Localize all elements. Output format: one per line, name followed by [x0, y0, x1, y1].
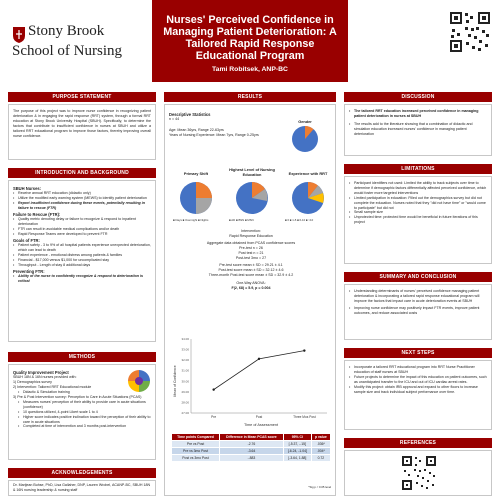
poster-author: Tami Robitsek, ANP-BC	[212, 66, 288, 73]
anova-title: One-Way ANOVA:	[236, 281, 266, 286]
education-pie-chart	[235, 181, 269, 215]
table-cell: -.883	[219, 455, 283, 462]
list-item: • Completed at time of intervention and 3 months post-intervention	[13, 424, 151, 429]
aggregate-note: Aggregate data obtained from PCAS confidence scores	[206, 240, 296, 245]
table-cell: Pre vs Post	[172, 441, 220, 448]
list-item: • Higher score indicates positive inclination toward the perception of their ability to care in acute situations	[13, 415, 151, 425]
methods-line: SBUH 18N & 16N nurses provided with:	[13, 375, 77, 380]
list-item: • FTR can result in avoidable medical complications and/or death	[13, 227, 151, 232]
post-mean: Post-test score mean ± SD = 32.12 ± 4.6	[218, 268, 284, 273]
table-cell: 0.72	[311, 455, 330, 462]
list-item: • Financial - $17,000 versus $1,000 for uncomplicated stay	[13, 258, 151, 263]
y-tick-label: 29.00	[181, 389, 189, 394]
purpose-box	[8, 104, 156, 160]
list-item: • Report insufficient confidence during these events, potentially resulting in failure to rescue (FTR)	[13, 201, 151, 211]
table-cell: [-5.37, -.15]	[283, 441, 311, 448]
results-heading: RESULTS	[164, 92, 336, 102]
table-row	[172, 455, 331, 462]
references-box	[344, 450, 492, 496]
y-tick-label: 28.00	[181, 400, 189, 405]
intervention-title: Intervention:	[241, 229, 261, 233]
age-stat: Age: Mean 36yrs, Range 22-63yrs	[169, 128, 224, 133]
list-item: • Didactic & Simulation training	[13, 390, 151, 395]
next-steps-heading: NEXT STEPS	[344, 348, 492, 358]
descriptive-title: Descriptive Statistics	[169, 111, 211, 117]
list-item: • Rapid Response Teams were developed to prevent FTR	[13, 232, 151, 237]
preventing-title: Preventing FTR:	[13, 268, 45, 274]
data-point	[258, 358, 260, 360]
y-tick-label: 31.00	[181, 368, 189, 373]
summary-box	[344, 284, 492, 340]
list-item: • Measures nurses' perception of their ability to provide care in acute situations (confidence)	[13, 400, 151, 410]
list-item: • Understanding determinants of nurses' perceived confidence managing patient deterioration & incorporating a tailored rapid response educational program will improve the factors that impact care in acute deterioration events at SBUH	[349, 289, 487, 304]
list-item: • Improving nurse confidence may positively impact FTR events, improve patient outcomes, and reduce associated costs	[349, 306, 487, 316]
logo-name-line1: Stony Brook	[28, 23, 105, 39]
shift-pie-chart	[179, 181, 213, 215]
years-stat: Years of Nursing Experience: Mean 7yrs, Range 0-25yrs	[169, 133, 259, 138]
limitations-heading: LIMITATIONS	[344, 164, 492, 174]
edu-chart-title: Highest Level of Nursing Education	[229, 167, 275, 177]
logo-name-line2: School of Nursing	[12, 43, 122, 59]
results-table	[171, 433, 331, 462]
references-qr-icon	[401, 455, 437, 491]
table-row	[172, 441, 331, 448]
poster-header	[0, 0, 500, 82]
anova-stat: F(2, 68) = 5.9, p = 0.004	[231, 286, 271, 291]
list-item: • 10 questions utilized, 4-point Likert scale 1 to 4	[13, 410, 151, 415]
rrt-pie-chart	[291, 181, 325, 215]
list-item: • Small sample size	[349, 210, 487, 215]
list-item: • Patient experience - emotional distress among patients & families	[13, 253, 151, 258]
table-footnote: *Sig p < 0.05 level	[308, 485, 331, 489]
methods-heading: METHODS	[8, 352, 156, 362]
pre-mean: Pre-test score mean ± SD = 29.21 ± 4.1	[219, 263, 283, 268]
list-item: • Utilize the modified early warning system (MEWS) to identify patient deterioration	[13, 196, 151, 201]
x-tick-label: Three Mos Post	[293, 415, 316, 419]
discussion-box	[344, 104, 492, 156]
shift-chart-title: Primary Shift	[183, 171, 209, 176]
threemo-n: Post-test 3mo = 27	[235, 255, 267, 260]
gender-pie-chart	[291, 125, 319, 153]
list-item: • Modify this project: obtain IRB approval and expand to other floors to increase sample size and track individual subject performance over time.	[349, 385, 487, 395]
series-line	[214, 351, 305, 390]
pre-n: Pre-test n = 26	[239, 245, 263, 250]
table-row	[172, 448, 331, 455]
y-tick-label: 34.00	[181, 337, 189, 341]
confidence-line-chart	[171, 333, 331, 429]
results-box	[164, 104, 336, 496]
list-item: • Participant identifiers not used: Limited the ability to track subjects over time to determine if demographic factors differentially affected perceived confidence, which would foster more targeted interventions	[349, 181, 487, 196]
y-tick-label: 33.00	[181, 347, 189, 352]
discussion-heading: DISCUSSION	[344, 92, 492, 102]
ack-box	[8, 480, 156, 496]
table-cell: .004*	[311, 448, 330, 455]
list-item: • Quality metric denoting delay or failure to recognize & respond to inpatient deterioration	[13, 217, 151, 227]
table-cell: Pre vs 3mo Post	[172, 448, 220, 455]
poster-title: Nurses' Perceived Confidence in Managing Patient Deterioration: A Tailored Rapid Response Educational Program	[163, 14, 337, 62]
list-item: • Incorporate a tailored RRT educational program into RRT Nurse Practitioner education of staff nurses at SBUH	[349, 365, 487, 375]
table-header: Time points Compared	[172, 434, 220, 441]
table-cell: .036*	[311, 441, 330, 448]
goals-title: Goals of FTR:	[13, 237, 40, 243]
threemo-mean: Three-month Post-test score mean ± SD = 32.9 ± 4.2	[208, 273, 294, 278]
pie-slice	[196, 198, 212, 214]
table-cell: -3.64	[219, 448, 283, 455]
qr-code-icon	[448, 10, 492, 54]
table-header: Difference in Mean PCAS score	[219, 434, 283, 441]
ack-body: Dr. Marijean Buhse, PhD, Lisa Gallaher, DNP, Lauren Wrobel, ACANP-BC, SBUH 18N & 16N nursing leadership & nursing staff	[13, 483, 151, 492]
sample-size: n = 44	[169, 117, 180, 122]
ack-heading: ACKNOWLEDGEMENTS	[8, 468, 156, 478]
y-tick-label: 27.00	[181, 411, 189, 415]
shift-legend: ■ Days ■ Overnight ■ Nights	[173, 218, 209, 222]
table-header: 95% CI	[283, 434, 311, 441]
table-cell: [-3.64, 1.88]	[283, 455, 311, 462]
qip-title: Quality Improvement Project	[13, 369, 69, 375]
intervention-subtitle: Rapid Response Education	[229, 233, 273, 238]
list-item: • Limited participation in education: Filled out the demographics survey but did not complete the education. Nurses noted that they "did not have time" or "would come to participate" but did not	[349, 196, 487, 211]
list-item: • Patient safety - 3 to 9% of all hospital patients experience unexpected deterioration, which can lead to death	[13, 243, 151, 253]
data-point	[303, 349, 305, 351]
list-item: • Receive annual RRT education (didactic only)	[13, 191, 151, 196]
y-tick-label: 30.00	[181, 379, 189, 384]
list-item: • Future projects to determine the impact of this education on patient outcomes, such as unanticipated transfer to the ICU and out of ICU cardiac arrest rates.	[349, 375, 487, 385]
y-axis-label: Mean of Confidence	[173, 365, 177, 397]
references-heading: REFERENCES	[344, 438, 492, 448]
summary-heading: SUMMARY AND CONCLUSION	[344, 272, 492, 282]
list-item: • The tailored RRT education increased perceived confidence in managing patient deterioration in nurses at SBUH	[349, 109, 487, 119]
methods-line: 1) Demographics survey	[13, 380, 52, 385]
next-steps-box	[344, 360, 492, 430]
methods-line: 3) Pre & Post Intervention survey: Perception to Care in Acute Situations (PCAS)	[13, 395, 142, 400]
table-cell: Post vs 3mo Post	[172, 455, 220, 462]
x-tick-label: Post	[255, 415, 263, 419]
post-n: Post test n = 21	[238, 250, 264, 255]
title-banner	[152, 0, 348, 82]
x-tick-label: Pre	[211, 415, 217, 419]
gender-chart-title: Gender	[298, 119, 312, 124]
methods-box	[8, 364, 156, 460]
pie-slice	[196, 182, 212, 198]
list-item: • Throughput - Length of stay 8 additional days	[13, 263, 151, 268]
x-axis-label: Time of Assessment	[243, 423, 279, 427]
table-cell: [-6.24, -1.04]	[283, 448, 311, 455]
purpose-heading: PURPOSE STATEMENT	[8, 92, 156, 102]
rrt-legend: ■ 0 ■ 1-5 ■ 6-10 ■ >10	[285, 218, 314, 222]
intro-heading: INTRODUCTION AND BACKGROUND	[8, 168, 156, 178]
shield-icon	[12, 26, 26, 44]
data-point	[212, 388, 214, 390]
methods-line: 2) Intervention: Tailored RRT Educational module	[13, 385, 92, 390]
intro-box	[8, 180, 156, 342]
purpose-body: The purpose of this project was to improve nurse confidence in recognizing patient deterioration & in engaging the rapid response (RRT) system, through a formal RRT education at Stony Brook University Hospital (SBUH). Specifically, to determine the factors that contribute to insufficient confidence in nurses at SBUH and utilize a tailored RRT educational program to improve those factors, thereby improving overall nurse confidence.	[13, 109, 151, 138]
list-item: • The results add to the literature showing that a combination of didactic and simulation education increased nurses' confidence in managing patient deterioration	[349, 122, 487, 137]
list-item: • Unprotected time: protected time would be beneficial in future iterations of this project	[349, 215, 487, 225]
university-logo	[6, 4, 146, 74]
limitations-box	[344, 176, 492, 264]
edu-legend: ■ AD ■ BSN ■ MSN	[229, 218, 254, 222]
table-header: p value	[311, 434, 330, 441]
rrt-chart-title: Experience with RRT	[288, 171, 328, 176]
list-item: • Ability of the nurse to confidently recognize & respond to deterioration is critical	[13, 274, 151, 284]
sbuh-nurses-title: SBUH Nurses:	[13, 185, 41, 191]
table-cell: -2.76	[219, 441, 283, 448]
ftr-title: Failure to Rescue (FTR):	[13, 211, 61, 217]
y-tick-label: 32.00	[181, 358, 189, 363]
